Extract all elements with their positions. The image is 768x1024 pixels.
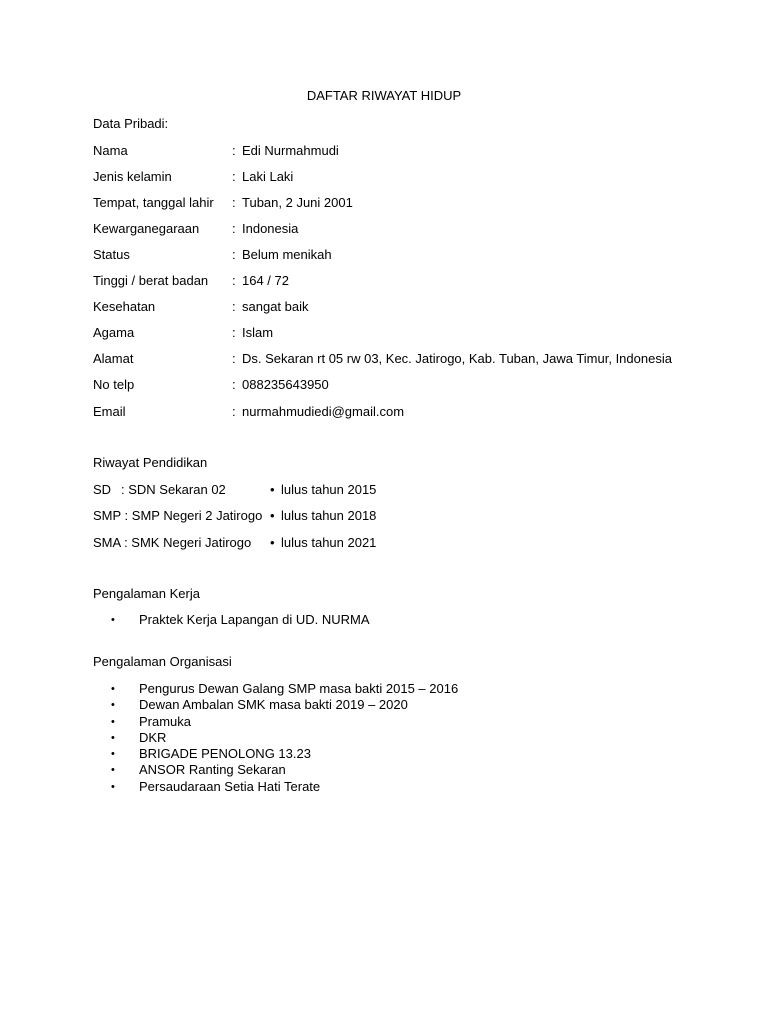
field-value: Islam [242, 325, 274, 340]
list-item [111, 612, 370, 628]
field-label: Kewarganegaraan [93, 221, 200, 236]
field-colon: : [232, 325, 236, 340]
bullet: • [111, 614, 115, 626]
organization-experience-heading: Pengalaman Organisasi [93, 654, 232, 669]
list-item-text: Persaudaraan Setia Hati Terate [139, 778, 321, 794]
education-year: lulus tahun 2018 [281, 508, 377, 523]
field-label: Nama [93, 143, 128, 158]
list-item-text: BRIGADE PENOLONG 13.23 [139, 746, 311, 762]
field-value: Indonesia [242, 221, 299, 236]
field-colon: : [232, 195, 236, 210]
field-label: No telp [93, 377, 135, 392]
bullet: • [111, 748, 115, 761]
personal-data-heading: Data Pribadi: [93, 116, 169, 131]
field-value: Ds. Sekaran rt 05 rw 03, Kec. Jatirogo, Kab. Tuban, Jawa Timur, Indonesia [242, 351, 672, 366]
education-school: SMP : SMP Negeri 2 Jatirogo [93, 508, 263, 523]
field-value: sangat baik [242, 299, 309, 314]
education-level: SD [93, 482, 112, 497]
field-label: Jenis kelamin [93, 169, 172, 184]
field-value: Tuban, 2 Juni 2001 [242, 195, 353, 210]
field-colon: : [232, 377, 236, 392]
list-item [111, 714, 458, 730]
list-item-text: Dewan Ambalan SMK masa bakti 2019 – 2020 [139, 697, 408, 713]
list-item [111, 762, 458, 778]
field-value: Laki Laki [242, 169, 294, 184]
organization-experience-list [111, 681, 458, 795]
field-value: Edi Nurmahmudi [242, 143, 339, 158]
field-label: Email [93, 404, 126, 419]
field-colon: : [232, 404, 236, 419]
list-item-text: Pramuka [139, 713, 192, 729]
field-colon: : [232, 299, 236, 314]
document-title: DAFTAR RIWAYAT HIDUP [306, 88, 462, 103]
education-year: lulus tahun 2021 [281, 535, 377, 550]
list-item [111, 697, 458, 713]
field-colon: : [232, 143, 236, 158]
field-colon: : [232, 221, 236, 236]
field-value: 088235643950 [242, 377, 329, 392]
field-label: Kesehatan [93, 299, 156, 314]
work-experience-list [111, 612, 370, 628]
bullet: • [270, 508, 275, 523]
education-heading: Riwayat Pendidikan [93, 455, 208, 470]
bullet: • [111, 683, 115, 695]
field-value: 164 / 72 [242, 273, 289, 288]
field-value: Belum menikah [242, 247, 332, 262]
bullet: • [270, 535, 275, 550]
field-colon: : [232, 169, 236, 184]
field-label: Tempat, tanggal lahir [93, 195, 214, 210]
education-school: SMA : SMK Negeri Jatirogo [93, 535, 252, 550]
work-experience-heading: Pengalaman Kerja [93, 586, 200, 601]
field-colon: : [232, 351, 236, 366]
field-value: nurmahmudiedi@gmail.com [242, 404, 405, 419]
field-label: Alamat [93, 351, 134, 366]
field-colon: : [232, 247, 236, 262]
field-colon: : [232, 273, 236, 288]
list-item-text: DKR [139, 729, 167, 745]
list-item [111, 746, 458, 762]
field-label: Agama [93, 325, 135, 340]
bullet: • [111, 715, 115, 728]
list-item [111, 779, 458, 795]
list-item-text: Praktek Kerja Lapangan di UD. NURMA [139, 612, 370, 627]
bullet: • [111, 780, 115, 793]
education-school: : SDN Sekaran 02 [121, 482, 226, 497]
list-item [111, 730, 458, 746]
bullet: • [111, 764, 115, 777]
bullet: • [111, 731, 115, 744]
field-label: Tinggi / berat badan [93, 273, 209, 288]
list-item-text: Pengurus Dewan Galang SMP masa bakti 2015 – 2016 [139, 681, 459, 696]
list-item [111, 681, 458, 697]
bullet: • [270, 482, 275, 497]
education-year: lulus tahun 2015 [281, 482, 377, 497]
field-label: Status [93, 247, 130, 262]
bullet: • [111, 699, 115, 712]
list-item-text: ANSOR Ranting Sekaran [139, 762, 286, 778]
